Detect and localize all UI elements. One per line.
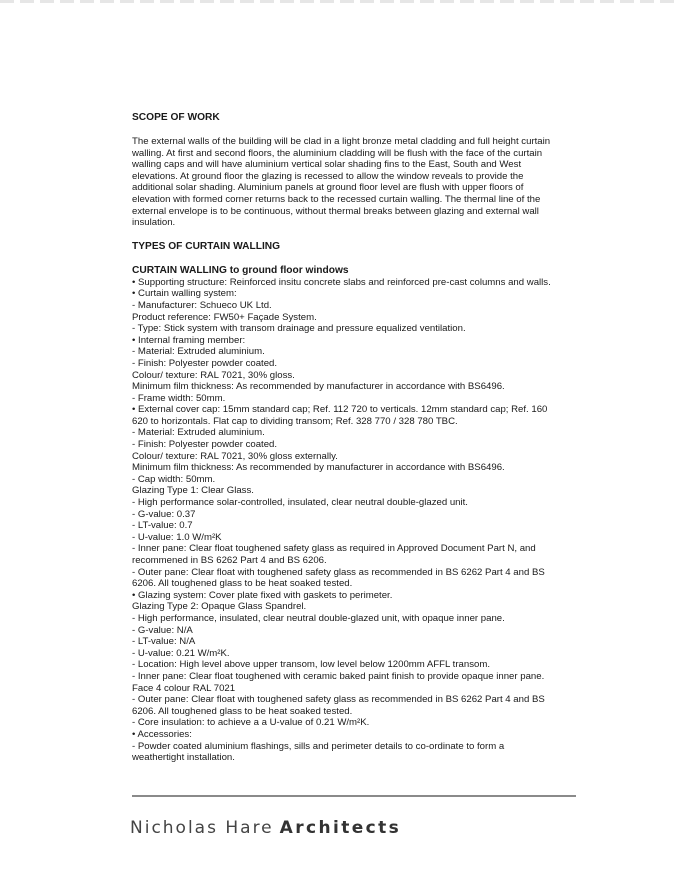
spec-line: - Type: Stick system with transom drainage and pressure equalized ventilation. — [132, 323, 466, 335]
spec-line: - Location: High level above upper transom, low level below 1200mm AFFL transom. — [132, 659, 490, 671]
spec-line: • Glazing system: Cover plate fixed with gaskets to perimeter. — [132, 589, 393, 601]
spec-line: - Frame width: 50mm. — [132, 392, 226, 404]
spec-line: • Internal framing member: — [132, 334, 246, 346]
spec-line: - U-value: 0.21 W/m²K. — [132, 647, 230, 659]
spec-line: - Material: Extruded aluminium. — [132, 427, 265, 439]
spec-line: - G-value: N/A — [132, 624, 193, 636]
spec-line: Glazing Type 2: Opaque Glass Spandrel. — [132, 601, 307, 613]
spec-line: Colour/ texture: RAL 7021, 30% gloss externally. — [132, 450, 338, 462]
spec-line: Minimum film thickness: As recommended by manufacturer in accordance with BS6496. — [132, 381, 505, 393]
document-body — [132, 112, 552, 764]
spec-line: - G-value: 0.37 — [132, 508, 196, 520]
spec-line: - Inner pane: Clear float toughened with ceramic baked paint finish to provide opaque inner pane. Face 4 colour RAL 7021 — [132, 670, 545, 694]
company-logo — [130, 818, 401, 838]
spec-line: - Material: Extruded aluminium. — [132, 346, 265, 358]
scope-paragraph: The external walls of the building will be clad in a light bronze metal cladding and full height curtain walling. At first and second floors, the aluminium cladding will be flush with the face of the curtain walling caps and will have aluminium vertical solar shading fins to the East, South and West elevations. At ground floor the glazing is recessed to allow the window reveals to provide the additional solar shading. Aluminium panels at ground floor level are flush with upper floors of elevation with formed corner returns back to the recessed curtain walling. The thermal line of the external envelope is to be continuous, without thermal breaks between glazing and external wall insulation. — [132, 136, 551, 229]
curtain-walling-subheading: CURTAIN WALLING to ground floor windows — [132, 264, 349, 276]
specification-list — [132, 277, 552, 764]
spec-line: - Outer pane: Clear float with toughened safety glass as recommended in BS 6262 Part 4 and BS 6206. All toughened glass to be heat soaked tested. — [132, 694, 545, 717]
footer-rule — [132, 795, 576, 797]
spec-line: - Manufacturer: Schueco UK Ltd. — [132, 299, 272, 311]
spec-line: - LT-value: 0.7 — [132, 520, 193, 532]
spec-line: - High performance, insulated, clear neutral double-glazed unit, with opaque inner pane. — [132, 612, 505, 624]
spec-line: - Inner pane: Clear float toughened safety glass as required in Approved Document Part N, and recommened in BS 6262 Part 4 and BS 6206. — [132, 543, 536, 566]
spec-line: - LT-value: N/A — [132, 636, 196, 648]
spec-line: - Powder coated aluminium flashings, sills and perimeter details to co-ordinate to form a weathertight installation. — [132, 740, 505, 764]
spec-line: Colour/ texture: RAL 7021, 30% gloss. — [132, 369, 295, 381]
spec-line: Glazing Type 1: Clear Glass. — [132, 485, 254, 497]
spec-line: Product reference: FW50+ Façade System. — [132, 311, 317, 323]
top-edge-rule — [0, 0, 680, 3]
scope-heading: SCOPE OF WORK — [132, 112, 220, 123]
spec-line: Minimum film thickness: As recommended by manufacturer in accordance with BS6496. — [132, 462, 505, 474]
spec-line: - Finish: Polyester powder coated. — [132, 439, 278, 451]
spec-line: - Outer pane: Clear float with toughened safety glass as recommended in BS 6262 Part 4 and BS 6206. All toughened glass to be heat soaked tested. — [132, 566, 545, 590]
logo-name: Nicholas Hare — [130, 818, 274, 838]
types-heading: TYPES OF CURTAIN WALLING — [132, 240, 281, 252]
spec-line: - Core insulation: to achieve a a U-value of 0.21 W/m²K. — [132, 717, 370, 729]
spec-line: - U-value: 1.0 W/m²K — [132, 531, 222, 543]
spec-line: - Finish: Polyester powder coated. — [132, 357, 278, 369]
spec-line: - Cap width: 50mm. — [132, 473, 216, 485]
spec-line: - High performance solar-controlled, insulated, clear neutral double-glazed unit. — [132, 497, 468, 509]
spec-line: • Accessories: — [132, 728, 192, 740]
spec-line: • Curtain walling system: — [132, 288, 237, 300]
logo-architects: Architects — [279, 818, 402, 838]
spec-line: • Supporting structure: Reinforced insitu concrete slabs and reinforced pre-cast columns and walls. — [132, 276, 551, 288]
spec-line: • External cover cap: 15mm standard cap; Ref. 112 720 to verticals. 12mm standard cap; Ref. 160 620 to horizontals. Flat cap to dividing transom; Ref. 328 770 / 328 780 TBC. — [132, 404, 548, 427]
